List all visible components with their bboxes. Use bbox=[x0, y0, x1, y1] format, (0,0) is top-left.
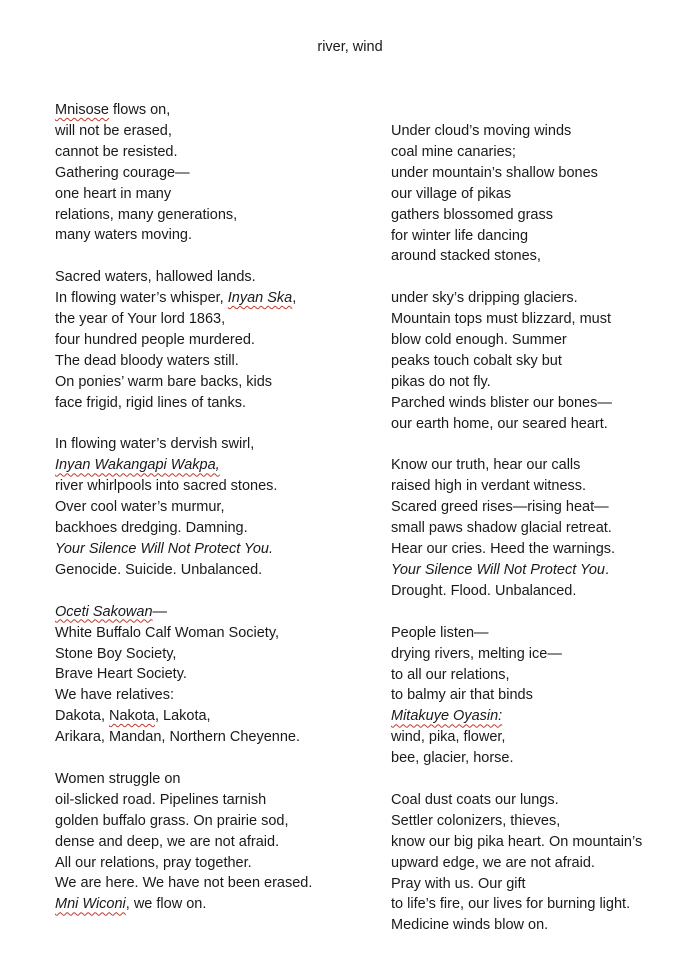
poem-line: our village of pikas bbox=[391, 185, 512, 202]
poem-line: Stone Boy Society, bbox=[55, 645, 177, 662]
stanza bbox=[55, 267, 375, 413]
stanza bbox=[55, 602, 375, 748]
poem-line: river whirlpools into sacred stones. bbox=[55, 478, 278, 495]
spellcheck-word: Mitakuye Oyasin: bbox=[391, 708, 503, 725]
poem-line: coal mine canaries; bbox=[391, 143, 516, 160]
poem-line: In flowing water’s dervish swirl, bbox=[55, 436, 255, 453]
poem-line: for winter life dancing bbox=[391, 227, 529, 244]
poem-line: drying rivers, melting ice— bbox=[391, 645, 562, 662]
spellcheck-word: Oceti Sakowan bbox=[55, 603, 153, 620]
poem-line: Over cool water’s murmur, bbox=[55, 499, 225, 516]
poem-line: Settler colonizers, thieves, bbox=[391, 812, 561, 829]
poem-line: White Buffalo Calf Woman Society, bbox=[55, 624, 280, 641]
poem-line: dense and deep, we are not afraid. bbox=[55, 833, 280, 850]
poem-line: face frigid, rigid lines of tanks. bbox=[55, 394, 247, 411]
poem-line bbox=[55, 455, 375, 476]
poem-line: Pray with us. Our gift bbox=[391, 875, 526, 892]
poem-line: bee, glacier, horse. bbox=[391, 750, 514, 767]
poem-line: Medicine winds blow on. bbox=[391, 917, 549, 934]
poem-line: Your Silence Will Not Protect You. bbox=[391, 562, 610, 578]
stanza bbox=[391, 288, 691, 434]
poem-line: around stacked stones, bbox=[391, 248, 541, 265]
poem-line: our earth home, our seared heart. bbox=[391, 415, 608, 432]
poem-line: Scared greed rises—rising heat— bbox=[391, 499, 609, 516]
left-column bbox=[55, 100, 375, 936]
poem-line: Drought. Flood. Unbalanced. bbox=[391, 582, 577, 599]
poem-line: Mountain tops must blizzard, must bbox=[391, 311, 612, 328]
poem-line: wind, pika, flower, bbox=[391, 729, 506, 746]
poem-line: Hear our cries. Heed the warnings. bbox=[391, 541, 616, 558]
poem-line: small paws shadow glacial retreat. bbox=[391, 520, 612, 537]
spellcheck-word: Inyan Wakangapi Wakpa, bbox=[55, 457, 220, 474]
poem-line: Parched winds blister our bones— bbox=[391, 394, 612, 411]
poem-line: In flowing water’s whisper, Inyan Ska, bbox=[55, 290, 297, 307]
poem-line: We have relatives: bbox=[55, 687, 175, 704]
spellcheck-word: Mnisose bbox=[55, 102, 109, 118]
stanza bbox=[55, 769, 375, 915]
poem-line: Genocide. Suicide. Unbalanced. bbox=[55, 561, 263, 578]
poem-line: Know our truth, hear our calls bbox=[391, 457, 581, 474]
poem-line: Your Silence Will Not Protect You. bbox=[55, 541, 274, 557]
poem-line: golden buffalo grass. On prairie sod, bbox=[55, 812, 289, 829]
spellcheck-word: Nakota bbox=[109, 708, 155, 725]
poem-line: oil-slicked road. Pipelines tarnish bbox=[55, 791, 267, 808]
stanza bbox=[391, 790, 691, 936]
spellcheck-word: Inyan Ska bbox=[227, 290, 293, 307]
poem-line: peaks touch cobalt sky but bbox=[391, 352, 562, 369]
spellcheck-word: Mni Wiconi bbox=[55, 896, 126, 913]
right-column bbox=[391, 121, 691, 957]
poem-line: People listen— bbox=[391, 624, 489, 641]
poem-line: relations, many generations, bbox=[55, 206, 238, 223]
poem-line: pikas do not fly. bbox=[391, 373, 491, 390]
poem-line: Oceti Sakowan— bbox=[55, 603, 168, 620]
poem-title: river, wind bbox=[317, 39, 383, 55]
stanza bbox=[391, 623, 691, 769]
poem-line: upward edge, we are not afraid. bbox=[391, 854, 595, 871]
poem-line: cannot be resisted. bbox=[55, 143, 178, 160]
poem-line: many waters moving. bbox=[55, 227, 192, 244]
poem-line: Mnisose flows on, bbox=[55, 102, 171, 118]
poem-line: under mountain’s shallow bones bbox=[391, 164, 598, 181]
poem-line: know our big pika heart. On mountain’s bbox=[391, 833, 643, 850]
poem-line: Arikara, Mandan, Northern Cheyenne. bbox=[55, 729, 301, 746]
poem-line: We are here. We have not been erased. bbox=[55, 875, 313, 892]
poem-line: Coal dust coats our lungs. bbox=[391, 791, 559, 808]
poem-line: Sacred waters, hallowed lands. bbox=[55, 269, 256, 286]
poem-line: Under cloud’s moving winds bbox=[391, 123, 572, 139]
stanza bbox=[55, 100, 375, 246]
poem-line: On ponies’ warm bare backs, kids bbox=[55, 373, 273, 390]
stanza bbox=[55, 434, 375, 580]
poem-line: under sky’s dripping glaciers. bbox=[391, 290, 578, 307]
poem-line: gathers blossomed grass bbox=[391, 206, 553, 223]
stanza bbox=[391, 455, 691, 601]
poem-line: Dakota, Nakota, Lakota, bbox=[55, 708, 211, 725]
poem-line: will not be erased, bbox=[55, 122, 172, 139]
poem-line: to balmy air that binds bbox=[391, 687, 533, 704]
poem-line: Brave Heart Society. bbox=[55, 666, 187, 683]
poem-line: Mni Wiconi, we flow on. bbox=[55, 896, 207, 913]
poem-line: backhoes dredging. Damning. bbox=[55, 520, 248, 537]
poem-line: to all our relations, bbox=[391, 666, 510, 683]
poem-line: Women struggle on bbox=[55, 770, 181, 787]
poem-line: raised high in verdant witness. bbox=[391, 478, 587, 495]
poem-line: four hundred people murdered. bbox=[55, 331, 255, 348]
poem-line bbox=[391, 706, 691, 727]
poem-line: one heart in many bbox=[55, 185, 172, 202]
poem-line: All our relations, pray together. bbox=[55, 854, 252, 871]
poem-line: to life’s fire, our lives for burning light. bbox=[391, 896, 631, 913]
stanza bbox=[391, 121, 691, 267]
poem-line: the year of Your lord 1863, bbox=[55, 311, 226, 328]
poem-line: Gathering courage— bbox=[55, 164, 190, 181]
poem-line: The dead bloody waters still. bbox=[55, 352, 239, 369]
poem-line: blow cold enough. Summer bbox=[391, 332, 567, 349]
